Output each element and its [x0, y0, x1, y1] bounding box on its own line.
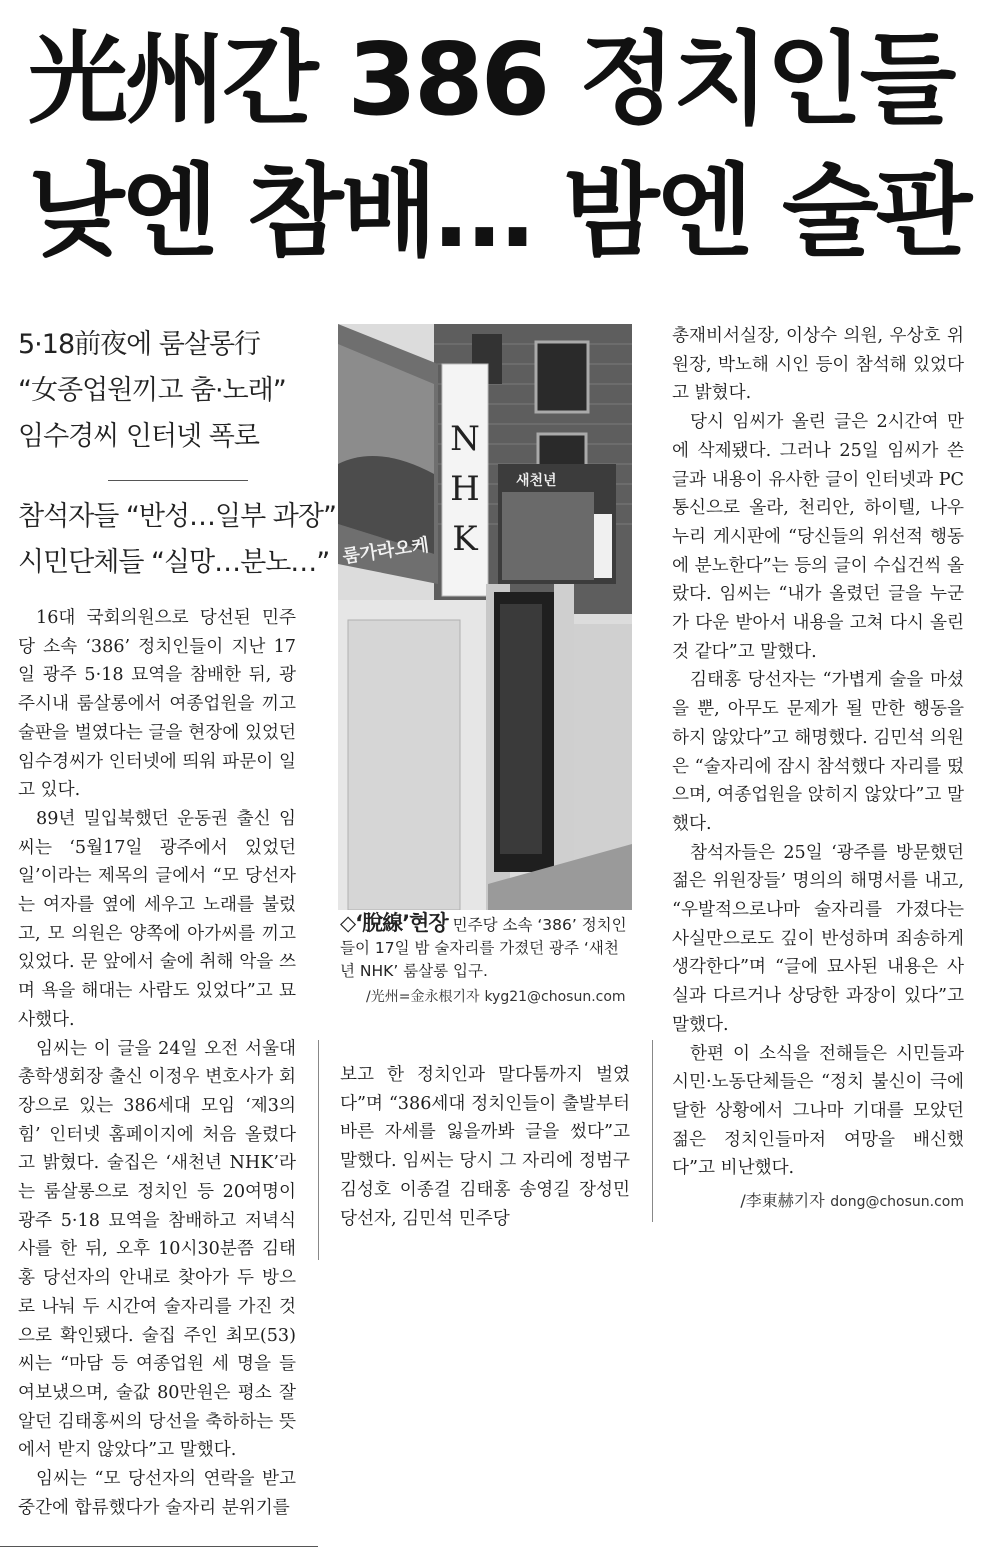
storefront-photo: [338, 324, 632, 910]
subhead-line: 임수경씨 인터넷 폭로: [18, 421, 259, 452]
sign-nhk-vertical: NHK: [450, 419, 480, 559]
subhead-divider: [108, 480, 248, 481]
caption-text: 민주당 소속 ‘386’ 정치인들이 17일 밤 술자리를 가졌던 광주 ‘새천년 NHK’ 룸살롱 입구.: [340, 916, 627, 980]
body-paragraph: 당시 임씨가 올린 글은 2시간여 만에 삭제됐다. 그러나 25일 임씨가 쓴 글과 내용이 유사한 글이 인터넷과 PC통신으로 올라, 천리안, 하이텔, 나우누리 게시판에 “당신들의 위선적 행동에 분노한다”는 등의 글이 수십건씩 올랐다. 임씨는 “내가 올렸던 글을 누군가 다운 받아서 내용을 고쳐 다시 올린 것 같다”고 말했다.: [672, 412, 964, 662]
headline-line-2: 낮엔 참배… 밤엔 술판: [28, 153, 970, 270]
subhead-line: 5·18前夜에 룸살롱行: [18, 329, 261, 360]
byline: [672, 1187, 964, 1217]
subhead-group-1: [18, 322, 318, 460]
body-paragraph: 임씨는 이 글을 24일 오전 서울대 총학생회장 출신 이정우 변호사가 회장으로 있는 386세대 모임 ‘제3의 힘’ 인터넷 홈페이지에 처음 올렸다고 밝혔다. 술집은 ‘새천년 NHK’라는 룸살롱으로 정치인 등 20여명이 광주 5·18 묘역을 참배하고 저녁식사를 한 뒤, 오후 10시30분쯤 김태홍 당선자의 안내로 찾아가 두 방으로 나눠 두 시간여 술자리를 가진 것으로 확인됐다. 술집 주인 최모(53)씨는 “마담 등 여종업원 세 명을 들여보냈으며, 술값 80만원은 평소 잘 알던 김태홍씨의 당선을 축하하는 뜻에서 받지 않았다”고 말했다.: [18, 1038, 296, 1461]
headline-line-1: 光州간 386 정치인들: [28, 21, 954, 138]
body-paragraph: 89년 밀입북했던 운동권 출신 임씨는 ‘5월17일 광주에서 있었던 일’이라는 제목의 글에서 “모 당선자는 여자를 옆에 세우고 노래를 불렀고, 모 의원은 양쪽에 아가씨를 끼고 있었다. 문 앞에서 술에 취해 악을 쓰며 욕을 해대는 사람도 있었다”고 묘사했다.: [18, 808, 296, 1030]
subhead-line: 시민단체들 “실망…분노…”: [18, 547, 330, 578]
subhead-line: 참석자들 “반성…일부 과장”: [18, 501, 336, 532]
body-paragraph: 참석자들은 25일 ‘광주를 방문했던 젊은 위원장들’ 명의의 해명서를 내고, “우발적으로나마 술자리를 가졌다는 사실만으로도 깊이 반성하며 죄송하게 생각한다”며 “글에 묘사된 내용은 사실과 다르거나 상당한 과장이 있다”고 말했다.: [672, 842, 964, 1035]
body-paragraph: 한편 이 소식을 전해들은 시민들과 시민·노동단체들은 “정치 불신이 극에 달한 상황에서 그나마 기대를 모았던 젊은 정치인들마저 여망을 배신했다”고 비난했다.: [672, 1043, 964, 1179]
photo-credit: [340, 985, 632, 1009]
photo-credit-email: kyg21@chosun.com: [484, 989, 626, 1005]
article-column-2: [340, 1061, 630, 1233]
body-paragraph: 임씨는 “모 당선자의 연락을 받고 중간에 합류했다가 술자리 분위기를: [18, 1469, 296, 1518]
storefront-image: [338, 324, 632, 910]
body-paragraph: 총재비서실장, 이상수 의원, 우상호 위원장, 박노해 시인 등이 참석해 있었다고 밝혔다.: [672, 326, 964, 404]
body-paragraph: 16대 국회의원으로 당선된 민주당 소속 ‘386’ 정치인들이 지난 17일 광주 5·18 묘역을 참배한 뒤, 광주시내 룸살롱에서 여종업원을 끼고 술판을 벌였다는 글을 현장에 있었던 임수경씨가 인터넷에 띄워 파문이 일고 있다.: [18, 608, 296, 801]
byline-name: /李東赫기자: [740, 1191, 825, 1211]
photo-caption: [340, 912, 632, 1009]
article-column-3: [672, 322, 964, 1217]
sign-new-millennium: 새천년: [516, 473, 557, 489]
body-paragraph: 보고 한 정치인과 말다툼까지 벌였다”며 “386세대 정치인들이 출발부터 바른 자세를 잃을까봐 글을 썼다”고 말했다. 임씨는 당시 그 자리에 정범구 김성호 이종걸 김태홍 송영길 장성민 당선자, 김민석 민주당: [340, 1065, 630, 1229]
column-bottom-rule: [0, 1546, 318, 1547]
column-divider: [318, 1040, 319, 1260]
subhead-line: “女종업원끼고 춤·노래”: [18, 375, 286, 406]
column-divider: [652, 1040, 653, 1222]
subhead-group-2: [18, 494, 336, 586]
sign-karaoke: 룸가라오케: [341, 534, 431, 568]
headline: [28, 14, 978, 278]
body-paragraph: 김태홍 당선자는 “가볍게 술을 마셨을 뿐, 아무도 문제가 될 만한 행동을 하지 않았다”고 해명했다. 김민석 의원은 “술자리에 잠시 참석했다 자리를 떴으며, 여종업원을 앉히지 않았다”고 말했다.: [672, 670, 964, 834]
byline-email: dong@chosun.com: [830, 1194, 964, 1211]
article-column-1: [18, 604, 296, 1523]
caption-tag: ◇‘脫線’현장: [340, 911, 448, 935]
photo-credit-name: /光州=金永根기자: [366, 989, 480, 1005]
